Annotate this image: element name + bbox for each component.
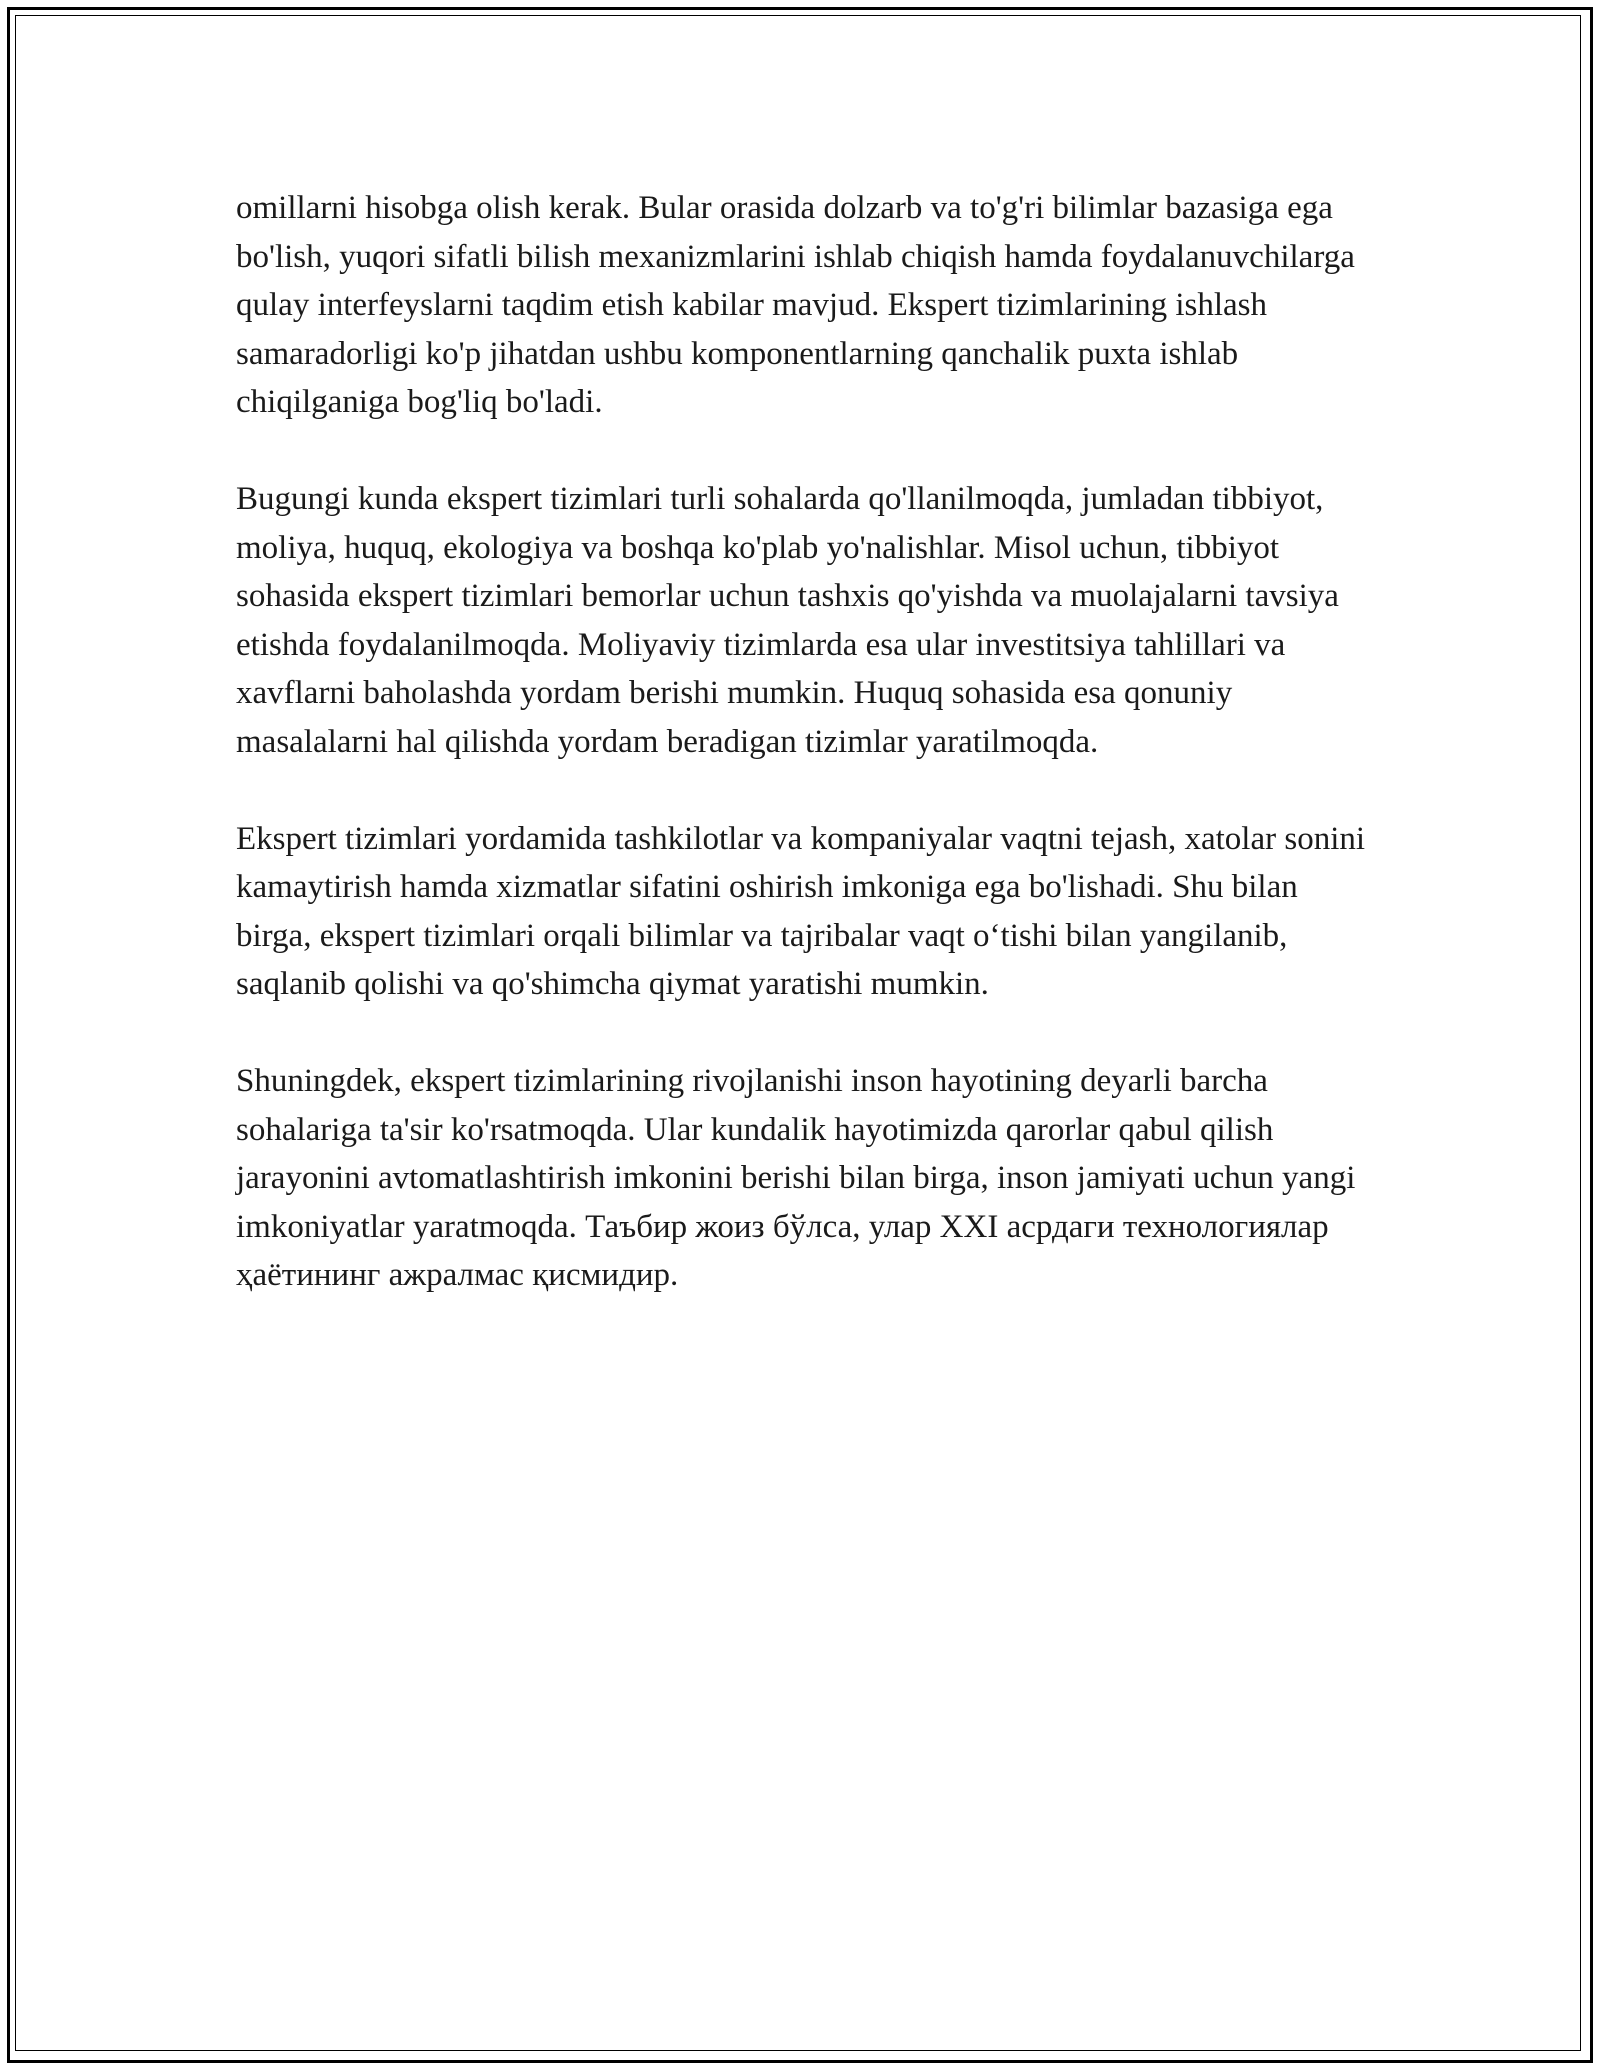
paragraph-2: Bugungi kunda ekspert tizimlari turli sohalarda qo'llanilmoqda, jumladan tibbiyot, moliya, huquq, ekologiya va boshqa ko'plab yo'nalishlar. Misol uchun, tibbiyot sohasida ekspert tizimlari bemorlar uchun tashxis qo'yishda va muolajalarni tavsiya etishda foydalanilmoqda. Moliyaviy tizimlarda esa ular investitsiya tahlillari va xavflarni baholashda yordam berishi mumkin. Huquq sohasida esa qonuniy masalalarni hal qilishda yordam beradigan tizimlar yaratilmoqda. (236, 481, 1339, 760)
paragraph-4: Shuningdek, ekspert tizimlarining rivojlanishi inson hayotining deyarli barcha sohalariga ta'sir ko'rsatmoqda. Ular kundalik hayotimizda qarorlar qabul qilish jarayonini avtomatlashtirish imkonini berishi bilan birga, inson jamiyati uchun yangi imkoniyatlar yaratmoqda. Таъбир жоиз бўлса, улар XXI асрдаги технологиялар ҳаётининг ажралмас қисмидир. (236, 1063, 1356, 1293)
document-body (236, 184, 1366, 1348)
paragraph-1: omillarni hisobga olish kerak. Bular orasida dolzarb va to'g'ri bilimlar bazasiga ega bo'lish, yuqori sifatli bilish mexanizmlarini ishlab chiqish hamda foydalanuvchilarga qulay interfeyslarni taqdim etish kabilar mavjud. Ekspert tizimlarining ishlash samaradorligi ko'p jihatdan ushbu komponentlarning qanchalik puxta ishlab chiqilganiga bog'liq bo'ladi. (236, 190, 1355, 420)
paragraph-3: Ekspert tizimlari yordamida tashkilotlar va kompaniyalar vaqtni tejash, xatolar sonini kamaytirish hamda xizmatlar sifatini oshirish imkoniga ega bo'lishadi. Shu bilan birga, ekspert tizimlari orqali bilimlar va tajribalar vaqt o‘tishi bilan yangilanib, saqlanib qolishi va qo'shimcha qiymat yaratishi mumkin. (236, 820, 1366, 1002)
